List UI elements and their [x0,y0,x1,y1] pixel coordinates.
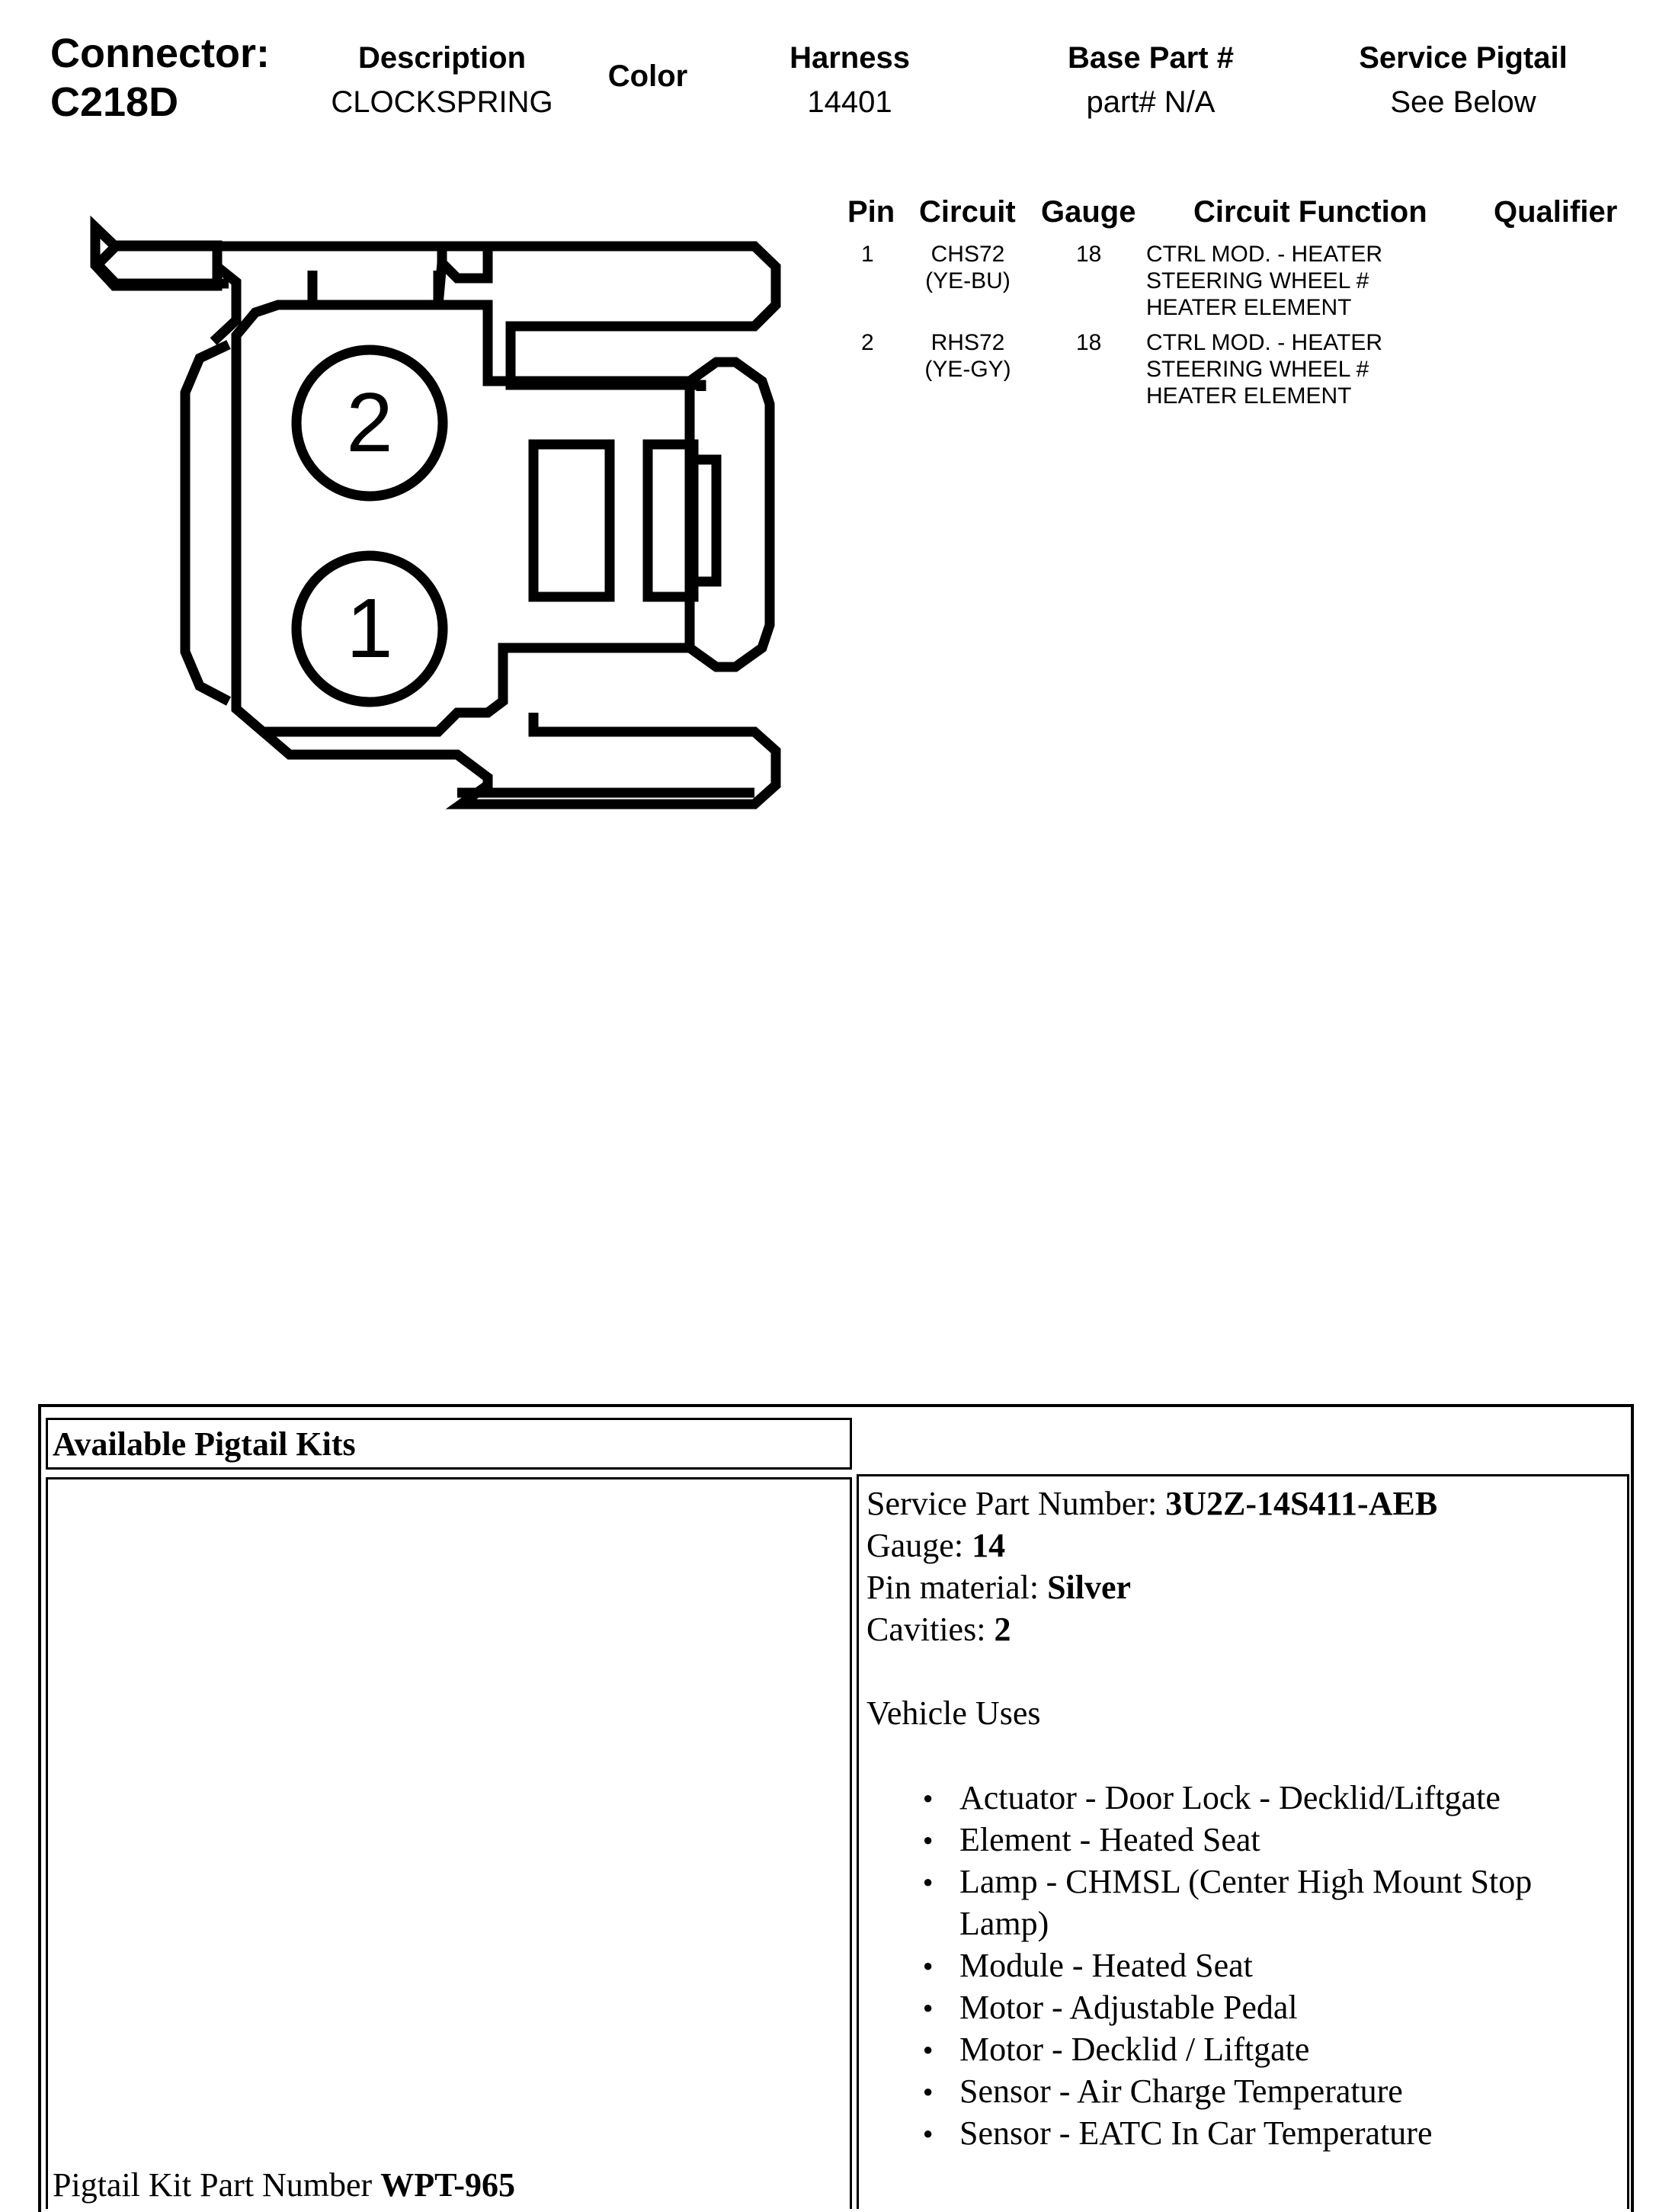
cavity-1-label: 1 [346,582,393,675]
cavities-label: Cavities: [866,1611,995,1648]
service-pigtail-value: See Below [1390,85,1536,119]
vehicle-uses-list [866,1777,1619,2154]
list-item: ● Motor - Adjustable Pedal [959,1986,1619,2028]
right-latch [690,362,770,667]
qualifier-col-header: Qualifier [1494,195,1618,229]
circuit-code: RHS72 [930,330,1005,355]
service-part-number [866,1483,1619,1524]
gauge-value: 14 [972,1527,1006,1564]
table-row-2-gauge: 18 [1076,330,1102,355]
gauge-line [866,1524,1619,1566]
list-item: ● Sensor - Air Charge Temperature [959,2070,1619,2112]
list-item: ● Element - Heated Seat [959,1819,1619,1861]
function-line: STEERING WHEEL # [1146,357,1369,382]
pin-material-line [866,1566,1619,1608]
circuit-col-header: Circuit [919,195,1016,229]
vehicle-uses-heading: Vehicle Uses [866,1694,1041,1732]
cavity-2-label: 2 [346,376,393,470]
list-item: ● Sensor - EATC In Car Temperature [959,2112,1619,2154]
pigtail-kit-part-number [53,2166,515,2204]
pigtail-kit-details-cell [857,1474,1629,2209]
description-value: CLOCKSPRING [331,85,553,119]
color-header: Color [607,59,688,93]
connector-face-diagram [0,0,838,838]
harness-header: Harness [790,41,910,75]
pigtail-kit-image-cell [46,1477,852,2209]
service-pigtail-header: Service Pigtail [1359,41,1568,75]
left-shroud [185,345,229,701]
table-row-2-function [1146,329,1382,409]
pin-col-header: Pin [847,195,895,229]
service-part-value: 3U2Z-14S411-AEB [1165,1485,1438,1522]
gauge-col-header: Gauge [1041,195,1136,229]
terminal-slot-left [533,444,610,597]
table-row-1-function [1146,241,1382,321]
function-line: CTRL MOD. - HEATER [1146,330,1383,355]
pin-material-label: Pin material: [866,1569,1048,1606]
list-item: ● Lamp - CHMSL (Center High Mount Stop Lamp) [959,1861,1619,1944]
pigtail-kits-title: Available Pigtail Kits [46,1418,852,1470]
base-part-header: Base Part # [1068,41,1234,75]
base-part-value: part# N/A [1086,85,1216,119]
function-line: CTRL MOD. - HEATER [1146,242,1383,267]
cavities-value: 2 [994,1611,1011,1648]
list-item: ● Actuator - Door Lock - Decklid/Liftgate [959,1777,1619,1819]
connector-id: C218D [50,79,179,125]
table-row-1-pin: 1 [861,242,874,267]
circuit-code: CHS72 [930,242,1005,267]
harness-value: 14401 [807,85,892,119]
circuit-color: (YE-BU) [925,268,1011,293]
circuit-color: (YE-GY) [924,357,1011,382]
service-part-label: Service Part Number: [866,1485,1166,1522]
table-row-2-circuit [907,329,1029,383]
pin-material-value: Silver [1047,1569,1132,1606]
circuit-function-col-header: Circuit Function [1193,195,1427,229]
function-line: HEATER ELEMENT [1146,295,1352,320]
table-row-1-gauge: 18 [1076,242,1102,267]
description-header: Description [357,41,527,75]
function-line: STEERING WHEEL # [1146,268,1369,293]
kit-part-label: Pigtail Kit Part Number [53,2166,381,2204]
gauge-label: Gauge: [866,1527,972,1564]
terminal-slot-tab [693,460,716,582]
list-item: ● Module - Heated Seat [959,1944,1619,1986]
connector-label: Connector: [50,30,270,76]
function-line: HEATER ELEMENT [1146,383,1352,409]
kit-part-value: WPT-965 [380,2166,516,2204]
cavities-line [866,1608,1619,1650]
list-item: ● Motor - Decklid / Liftgate [959,2028,1619,2070]
table-row-2-pin: 2 [861,330,874,355]
table-row-1-circuit [907,241,1029,294]
